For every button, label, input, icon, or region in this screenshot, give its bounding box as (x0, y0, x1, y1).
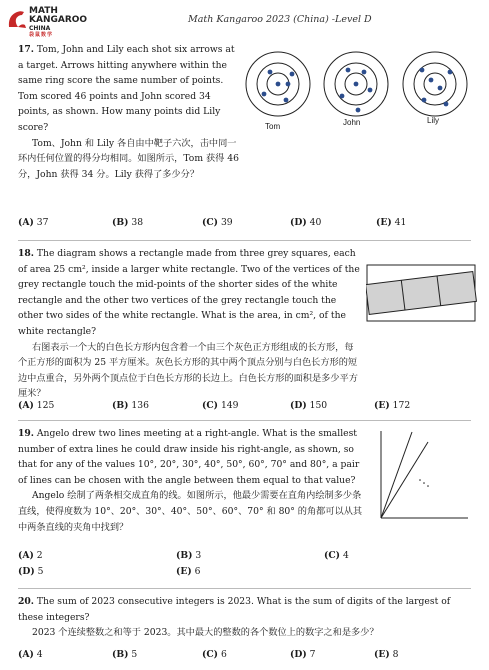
question-text-en: The diagram shows a rectangle made from three grey squares, each of area 25 cm², inside a larger white rectangle. Two of the vertices of the grey rectangle touch the mid-points of the shorter sides of the white rectangle and the other two vertices of the grey rectangle touch the other two sides of the white rectangle. What is the area, in cm², of the white rectangle? (18, 248, 360, 337)
option-c[interactable]: (C) 4 (324, 550, 349, 561)
option-e[interactable]: (E) 8 (374, 649, 399, 660)
math-kangaroo-logo (6, 5, 88, 38)
question-19-text (18, 426, 370, 535)
question-text-cn: Tom、John 和 Lily 各自由中靶子六次，击中同一环内任何位置的得分均相同。如图所示，Tom 获得 46 分，John 获得 34 分。Lily 获得了多少分？ (18, 137, 239, 180)
question-text-cn: 2023 个连续整数之和等于 2023。其中最大的整数的各个数位上的数字之和是多少？ (32, 627, 379, 639)
option-d[interactable]: (D) 150 (290, 400, 328, 411)
question-text-en: Angelo drew two lines meeting at a right-angle. What is the smallest number of extra lines he could draw inside his right-angle, as shown, so that for any of the values 10°, 20°, 30°, 40°, 50°, 60°, 70° and 80°, a pair of lines can be chosen with the angle between them equal to that value? (18, 428, 360, 486)
option-c[interactable]: (C) 149 (202, 400, 239, 411)
option-a[interactable]: (A) 4 (18, 649, 43, 660)
option-a[interactable]: (A) 37 (18, 217, 49, 228)
page-title: Math Kangaroo 2023 (China) -Level D (188, 14, 372, 25)
option-c[interactable]: (C) 6 (202, 649, 227, 660)
option-a[interactable]: (A) 2 (18, 550, 43, 561)
question-20-text (18, 594, 474, 641)
question-text-en: Tom, John and Lily each shot six arrows at a target. Arrows hitting anywhere within the same ring score the same number of points. Tom scored 46 points and John scored 34 points, as shown. How many points did Lily score? (18, 44, 235, 133)
question-18-text (18, 246, 360, 402)
logo-text (29, 7, 87, 38)
question-number: 18. (18, 248, 34, 259)
divider (18, 420, 471, 421)
page-header (0, 0, 489, 40)
question-text-en: The sum of 2023 consecutive integers is 2023. What is the sum of digits of the largest of these integers? (18, 596, 451, 623)
question-number: 19. (18, 428, 34, 439)
question-17-text (18, 42, 240, 182)
label-lily: Lily (427, 116, 440, 125)
rectangle-figure (366, 264, 478, 324)
logo-line-kangaroo: KANGAROO (29, 15, 88, 25)
target-lily (403, 52, 467, 116)
option-e[interactable]: (E) 41 (376, 217, 407, 228)
label-john: John (343, 118, 361, 127)
question-number: 20. (18, 596, 34, 607)
option-d[interactable]: (D) 7 (290, 649, 316, 660)
option-b[interactable]: (B) 5 (112, 649, 138, 660)
option-d[interactable]: (D) 5 (18, 566, 44, 577)
target-john (324, 52, 388, 116)
divider (18, 588, 471, 589)
question-number: 17. (18, 44, 34, 55)
option-e[interactable]: (E) 172 (374, 400, 411, 411)
option-a[interactable]: (A) 125 (18, 400, 55, 411)
option-c[interactable]: (C) 39 (202, 217, 233, 228)
option-b[interactable]: (B) 136 (112, 400, 149, 411)
target-tom (246, 52, 310, 116)
option-b[interactable]: (B) 3 (176, 550, 202, 561)
logo-line-china: CHINA (29, 25, 51, 32)
question-text-cn: 右图表示一个大的白色长方形内包含着一个由三个灰色正方形组成的长方形，每个正方形的面积为 25 平方厘米。灰色长方形的其中两个顶点分别与白色长方形的短边中点重合，另外两个顶点位于白色长方形的长边上。白色长方形的面积是多少平方厘米？ (18, 341, 358, 400)
question-text-cn: Angelo 绘制了两条相交成直角的线。如图所示，他最少需要在直角内绘制多少条直线，使得度数为 10°、20°、30°、40°、50°、60°、70° 和 80° 的角都可以从其中两条直线的夹角中找到？ (18, 490, 363, 533)
right-angle-figure (376, 428, 472, 524)
divider (18, 240, 471, 241)
kangaroo-logo-icon (6, 7, 28, 31)
question-19-options (18, 550, 478, 584)
option-d[interactable]: (D) 40 (290, 217, 322, 228)
label-tom: Tom (265, 122, 281, 131)
option-b[interactable]: (B) 38 (112, 217, 144, 228)
logo-line-cn: 袋鼠数学 (29, 32, 54, 38)
logo-line-math: MATH (29, 6, 58, 16)
option-e[interactable]: (E) 6 (176, 566, 201, 577)
